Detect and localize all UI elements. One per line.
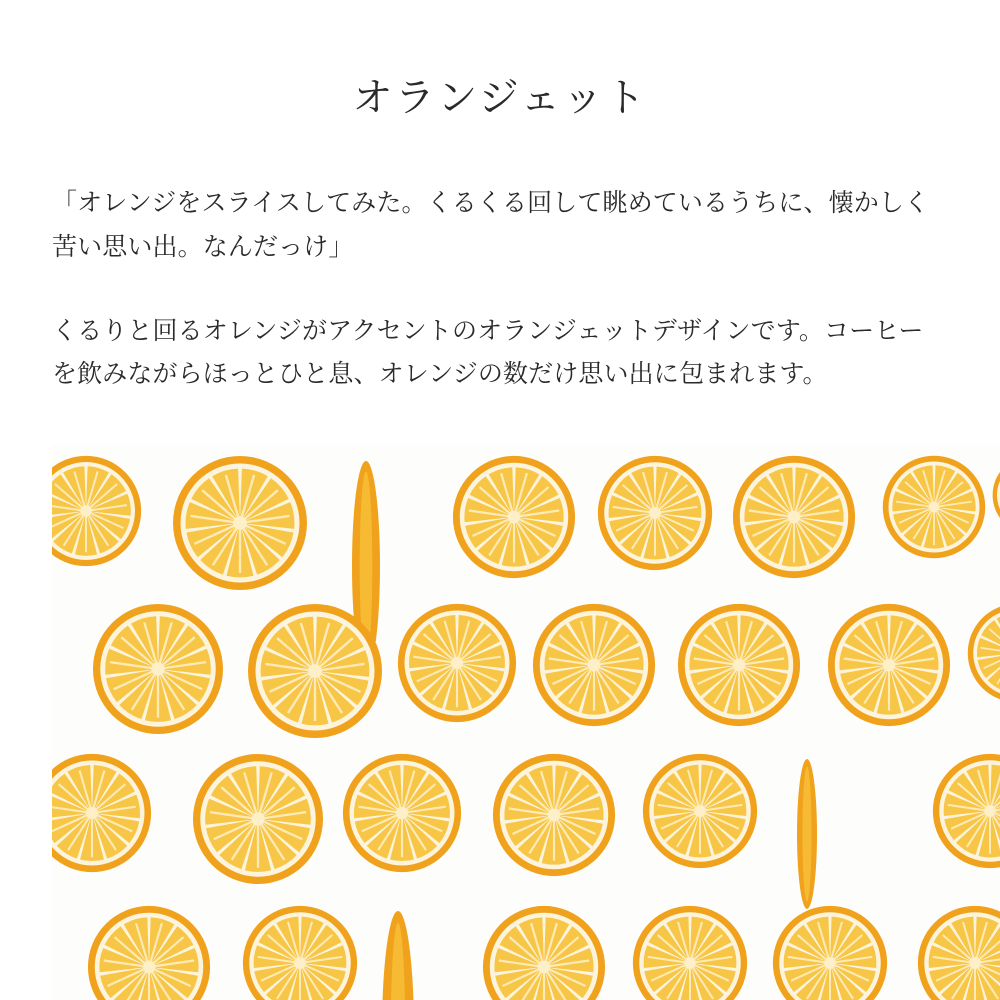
orange-slice	[172, 455, 308, 591]
orange-slice	[932, 753, 1000, 869]
page-title: オランジェット	[352, 76, 648, 120]
orange-slice	[397, 603, 517, 723]
orange-slice	[452, 455, 576, 579]
hero-image	[52, 443, 1000, 1000]
orange-slice	[992, 455, 1000, 535]
orange-slice-edge	[382, 911, 414, 1000]
orange-slice	[342, 753, 462, 873]
orange-slice	[482, 905, 606, 1000]
orange-slice	[532, 603, 656, 727]
orange-slice	[597, 455, 713, 571]
orange-slice	[642, 753, 758, 869]
orange-slice	[247, 603, 383, 739]
orange-slice	[772, 905, 888, 1000]
orange-slice	[242, 905, 358, 1000]
orange-slice	[92, 603, 224, 735]
orange-slice	[52, 753, 152, 873]
orange-slice	[87, 905, 211, 1000]
orange-slice	[917, 905, 1000, 1000]
description-paragraph: くるりと回るオレンジがアクセントのオランジェットデザインです。コーヒーを飲みながらほっとひと息、オレンジの数だけ思い出に包まれます。	[52, 316, 924, 389]
orange-slice	[632, 905, 748, 1000]
orange-slice	[192, 753, 324, 885]
orange-slice	[882, 455, 986, 559]
orange-slice-grid	[52, 443, 1000, 1000]
orange-slice-edge	[797, 759, 817, 909]
text-block	[0, 182, 1000, 397]
orange-slice	[827, 603, 951, 727]
quote-paragraph: 「オレンジをスライスしてみた。くるくる回して眺めているうちに、懐かしく苦い思い出。なんだっけ」	[52, 189, 930, 261]
orange-slice	[967, 603, 1000, 703]
orange-slice	[677, 603, 801, 727]
orange-slice	[52, 455, 142, 567]
orange-slice	[732, 455, 856, 579]
orange-slice	[492, 753, 616, 877]
